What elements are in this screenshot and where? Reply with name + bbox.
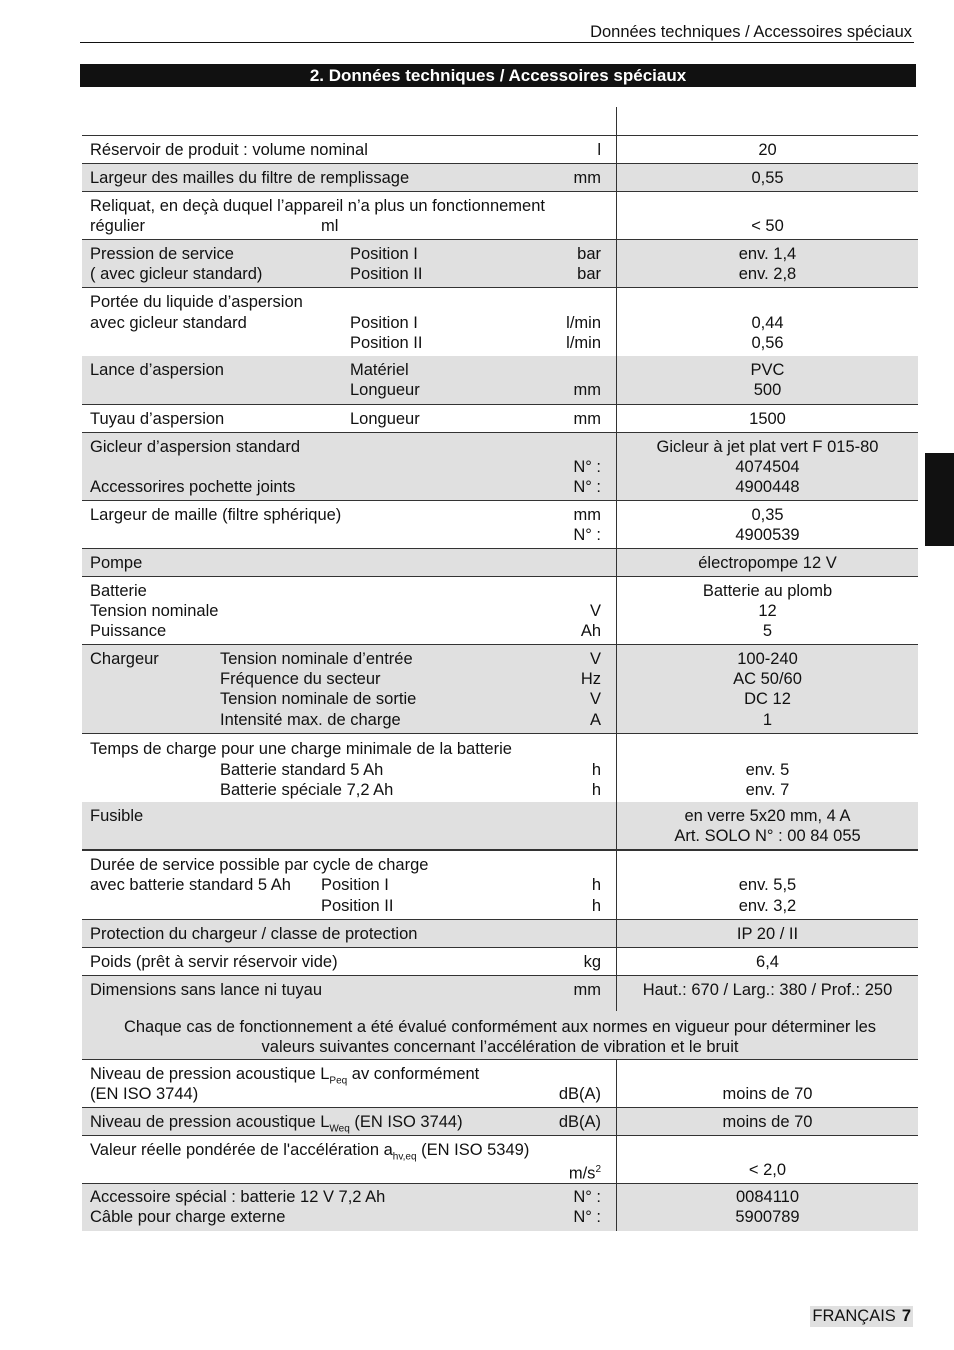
- row-value: DC 12: [744, 690, 791, 708]
- row-value: 500: [753, 381, 782, 399]
- table-row: [82, 920, 918, 948]
- table-top-spacer: [82, 107, 918, 136]
- row-unit: N° :: [573, 526, 601, 544]
- row-value: PVC: [750, 361, 785, 379]
- row-unit: mm: [573, 410, 601, 428]
- row-value: 4074504: [735, 458, 800, 476]
- table-row: [82, 356, 918, 405]
- row-unit: l/min: [566, 314, 601, 332]
- row-unit: Ah: [580, 622, 601, 640]
- row-value: 1500: [749, 410, 786, 428]
- table-row: [82, 288, 918, 356]
- row-label: Réservoir de produit : volume nominal: [90, 141, 368, 159]
- row-label-cont: (EN ISO 3744): [90, 1085, 199, 1103]
- row-value: AC 50/60: [733, 670, 802, 688]
- row-value: en verre 5x20 mm, 4 A: [684, 807, 851, 825]
- row-value: env. 5,5: [738, 876, 797, 894]
- table-row: [82, 501, 918, 549]
- row-value: 0,44: [751, 314, 784, 332]
- row-sublabel: Position I: [350, 314, 418, 332]
- row-value: Haut.: 670 / Larg.: 380 / Prof.: 250: [642, 981, 893, 999]
- row-unit: V: [589, 650, 601, 668]
- table-row: [82, 1183, 918, 1231]
- row-sublabel: Position I: [350, 245, 418, 263]
- row-value: 20: [758, 141, 777, 159]
- row-label: Fusible: [90, 807, 144, 825]
- row-unit: N° :: [573, 1208, 601, 1226]
- row-label-cont: avec batterie standard 5 Ah: [90, 876, 291, 894]
- table-row: [82, 240, 918, 288]
- row-label-cont: régulier: [90, 217, 146, 235]
- page-footer: [810, 1306, 913, 1327]
- row-unit: h: [591, 761, 601, 779]
- table-row: [82, 948, 918, 976]
- row-unit: A: [589, 711, 601, 729]
- row-label: Lance d’aspersion: [90, 361, 224, 379]
- unit-superscript: 2: [595, 1164, 601, 1175]
- row-label: Accessorires pochette joints: [90, 478, 296, 496]
- row-sublabel: Intensité max. de charge: [220, 711, 401, 729]
- row-label: Batterie: [90, 582, 147, 600]
- row-sublabel: Tension nominale d’entrée: [220, 650, 413, 668]
- row-unit: dB(A): [558, 1085, 601, 1103]
- row-value: 5: [762, 622, 773, 640]
- table-row: [82, 549, 918, 577]
- row-label: Gicleur d’aspersion standard: [90, 438, 301, 456]
- row-sublabel: Position I: [321, 876, 389, 894]
- row-value: électropompe 12 V: [698, 554, 837, 572]
- table-row: [82, 433, 918, 501]
- page-number: 7: [901, 1307, 911, 1325]
- row-unit: N° :: [573, 478, 601, 496]
- row-unit: bar: [577, 265, 601, 283]
- row-label: Largeur de maille (filtre sphérique): [90, 506, 342, 524]
- table-row: [82, 645, 918, 734]
- table-row: [82, 802, 918, 850]
- row-unit: l/min: [566, 334, 601, 352]
- table-row: [82, 1108, 918, 1136]
- row-value: 0084110: [735, 1188, 799, 1206]
- row-unit: Hz: [580, 670, 601, 688]
- row-label-cont: ( avec gicleur standard): [90, 265, 263, 283]
- row-value: 4900539: [735, 526, 800, 544]
- row-value: 0,56: [751, 334, 784, 352]
- row-value: env. 2,8: [738, 265, 797, 283]
- table-row: [82, 136, 918, 164]
- section-title: 2. Données techniques / Accessoires spéciaux: [80, 64, 916, 87]
- note-line: Chaque cas de fonctionnement a été évalué conformément aux normes en vigueur pour déterminer les: [123, 1018, 877, 1036]
- row-sublabel: Matériel: [350, 361, 409, 379]
- unit-text: m/s: [568, 1164, 596, 1183]
- row-value: env. 3,2: [738, 897, 797, 915]
- row-unit: h: [591, 781, 601, 799]
- section-thumb-tab: [925, 453, 954, 546]
- row-unit: mm: [573, 981, 601, 999]
- row-sublabel: Fréquence du secteur: [220, 670, 381, 688]
- row-value: 5900789: [735, 1208, 800, 1226]
- row-label: Chargeur: [90, 650, 159, 668]
- row-value: 100-240: [737, 650, 798, 668]
- row-value: Art. SOLO N° : 00 84 055: [674, 827, 861, 845]
- running-title: Données techniques / Accessoires spéciaux: [590, 23, 912, 41]
- row-value: moins de 70: [722, 1113, 813, 1131]
- row-label: Accessoire spécial : batterie 12 V 7,2 Ah: [90, 1188, 386, 1206]
- row-label: Poids (prêt à servir réservoir vide): [90, 953, 338, 971]
- label-subscript: Peq: [329, 1075, 348, 1087]
- table-row: [82, 577, 918, 645]
- running-header: [80, 20, 914, 43]
- row-unit: ml: [321, 217, 339, 235]
- row-label: Tuyau d’aspersion: [90, 410, 225, 428]
- row-unit: mm: [573, 169, 601, 187]
- label-text: av conformément: [347, 1065, 480, 1083]
- row-unit: V: [589, 602, 601, 620]
- row-sublabel: Position II: [350, 334, 423, 352]
- row-label: Pression de service: [90, 245, 234, 263]
- row-unit: N° :: [573, 458, 601, 476]
- row-unit: [569, 1160, 601, 1184]
- row-value: env. 5: [745, 761, 790, 779]
- label-text: (EN ISO 3744): [349, 1113, 463, 1131]
- row-value: moins de 70: [722, 1085, 813, 1103]
- label-text: Niveau de pression acoustique L: [90, 1113, 330, 1131]
- row-value: Batterie au plomb: [702, 582, 833, 600]
- footer-language: FRANÇAIS: [812, 1307, 896, 1325]
- row-value: 0,35: [751, 506, 784, 524]
- table-row: [82, 850, 918, 920]
- row-sublabel: Longueur: [350, 410, 420, 428]
- row-label: Dimensions sans lance ni tuyau: [90, 981, 323, 999]
- row-sublabel: Tension nominale de sortie: [220, 690, 417, 708]
- row-unit: V: [589, 690, 601, 708]
- row-unit: l: [597, 141, 601, 159]
- row-sublabel: Batterie spéciale 7,2 Ah: [220, 781, 394, 799]
- row-unit: dB(A): [558, 1113, 601, 1131]
- row-sublabel: Batterie standard 5 Ah: [220, 761, 384, 779]
- table-row: [82, 1136, 918, 1183]
- row-label: Portée du liquide d’aspersion: [90, 293, 303, 311]
- tech-data-table: [82, 107, 918, 1231]
- note-line: valeurs suivantes concernant l’accélération de vibration et le bruit: [261, 1038, 739, 1056]
- row-value: < 2,0: [748, 1161, 787, 1179]
- label-text: Valeur réelle pondérée de l'accélération a: [90, 1141, 393, 1159]
- row-label: Durée de service possible par cycle de charge: [90, 856, 429, 874]
- row-label: Largeur des mailles du filtre de remplissage: [90, 169, 410, 187]
- row-unit: N° :: [573, 1188, 601, 1206]
- row-value: 12: [758, 602, 777, 620]
- row-label: Tension nominale: [90, 602, 219, 620]
- row-unit: mm: [573, 381, 601, 399]
- row-value: env. 7: [745, 781, 790, 799]
- row-label-cont: avec gicleur standard: [90, 314, 247, 332]
- table-row: [82, 1060, 918, 1108]
- row-value: 1: [762, 711, 773, 729]
- row-sublabel: Position II: [321, 897, 394, 915]
- row-unit: mm: [573, 506, 601, 524]
- row-unit: h: [591, 876, 601, 894]
- row-sublabel: Longueur: [350, 381, 420, 399]
- row-sublabel: Position II: [350, 265, 423, 283]
- row-label: Pompe: [90, 554, 143, 572]
- row-unit: h: [591, 897, 601, 915]
- row-value: 0,55: [751, 169, 784, 187]
- row-value: IP 20 / II: [736, 925, 799, 943]
- row-label: Protection du chargeur / classe de protection: [90, 925, 418, 943]
- label-subscript: Weq: [329, 1123, 350, 1135]
- table-row: [82, 192, 918, 240]
- row-label: Puissance: [90, 622, 167, 640]
- row-unit: bar: [577, 245, 601, 263]
- row-label: Reliquat, en deçà duquel l’appareil n’a plus un fonctionnement: [90, 197, 545, 215]
- row-unit: kg: [583, 953, 601, 971]
- row-value: 4900448: [735, 478, 800, 496]
- label-text: Niveau de pression acoustique L: [90, 1065, 330, 1083]
- label-subscript: hv,eq: [392, 1151, 417, 1163]
- row-value: 6,4: [756, 953, 779, 971]
- table-row: [82, 734, 918, 802]
- label-text: (EN ISO 5349): [416, 1141, 530, 1159]
- row-value: env. 1,4: [738, 245, 797, 263]
- row-value: Gicleur à jet plat vert F 015-80: [656, 438, 879, 456]
- row-label: Câble pour charge externe: [90, 1208, 286, 1226]
- table-note: [82, 1011, 918, 1060]
- row-label: Temps de charge pour une charge minimale de la batterie: [90, 740, 512, 758]
- row-value: < 50: [751, 217, 784, 235]
- table-row: [82, 405, 918, 433]
- row-label: [90, 1140, 529, 1167]
- table-row: [82, 164, 918, 192]
- table-row: [82, 976, 918, 1011]
